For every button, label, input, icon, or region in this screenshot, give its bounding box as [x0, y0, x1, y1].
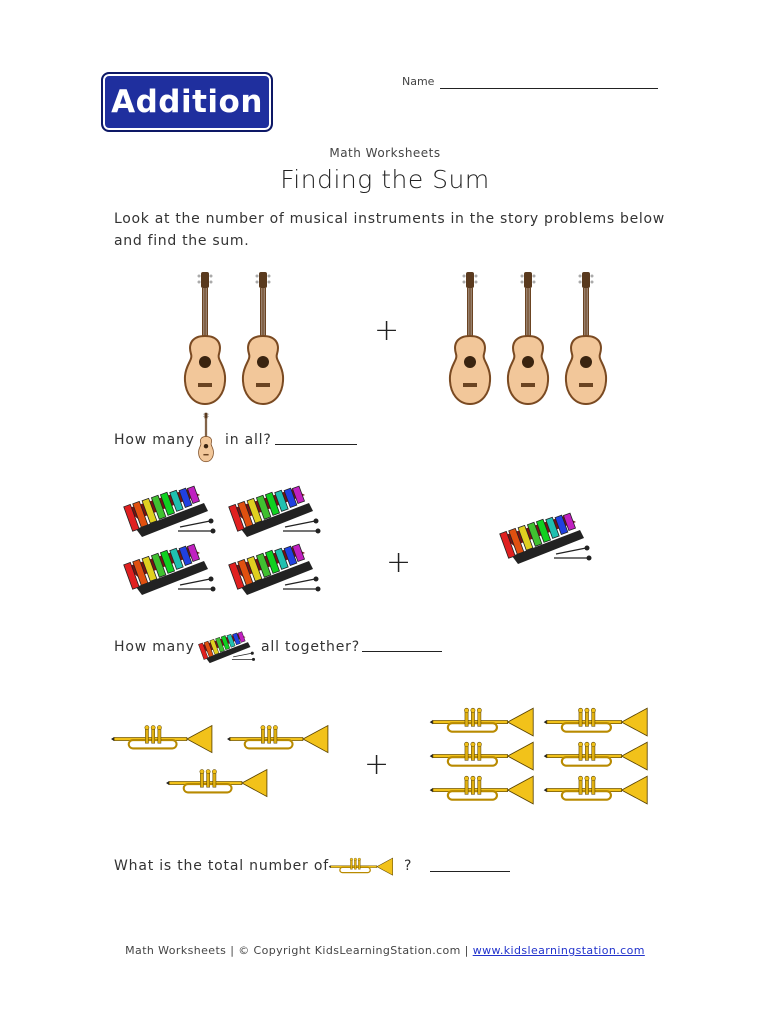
question-3-suffix: ?	[404, 858, 413, 874]
worksheet-subtitle: Math Worksheets	[329, 146, 441, 160]
question-2-suffix: all together?	[261, 639, 360, 655]
guitar-group-right	[445, 270, 615, 410]
guitar-icon	[185, 272, 225, 404]
question-2-prefix: How many	[114, 639, 195, 655]
footer	[0, 944, 770, 957]
name-field-line[interactable]	[440, 88, 658, 89]
footer-link[interactable]: www.kidslearningstation.com	[472, 944, 645, 957]
addition-badge: Addition	[101, 72, 273, 132]
plus-sign: +	[364, 747, 390, 782]
xylophone-icon	[196, 631, 258, 668]
answer-2-line[interactable]	[362, 651, 442, 652]
answer-1-line[interactable]	[275, 444, 357, 445]
question-3-prefix: What is the total number of	[114, 858, 329, 874]
worksheet-title: Finding the Sum	[280, 165, 490, 194]
plus-sign: +	[386, 545, 412, 580]
trumpet-icon	[328, 855, 394, 877]
guitar-icon	[193, 412, 219, 464]
plus-sign: +	[374, 313, 400, 348]
name-label: Name	[402, 75, 435, 88]
xylophone-group-right	[496, 512, 596, 572]
question-1-prefix: How many	[114, 432, 195, 448]
trumpet-group-left	[110, 718, 335, 808]
answer-3-line[interactable]	[430, 871, 510, 872]
guitar-icon	[243, 272, 283, 404]
guitar-icon	[450, 272, 490, 404]
footer-text: Math Worksheets | © Copyright KidsLearningStation.com |	[125, 944, 473, 957]
trumpet-group-right	[428, 705, 653, 805]
xylophone-group-left	[120, 485, 330, 605]
guitar-group-left	[180, 270, 290, 410]
guitar-icon	[508, 272, 548, 404]
instructions: Look at the number of musical instruments in the story problems below and find the sum.	[114, 211, 665, 249]
guitar-icon	[566, 272, 606, 404]
question-1-suffix: in all?	[225, 432, 272, 448]
